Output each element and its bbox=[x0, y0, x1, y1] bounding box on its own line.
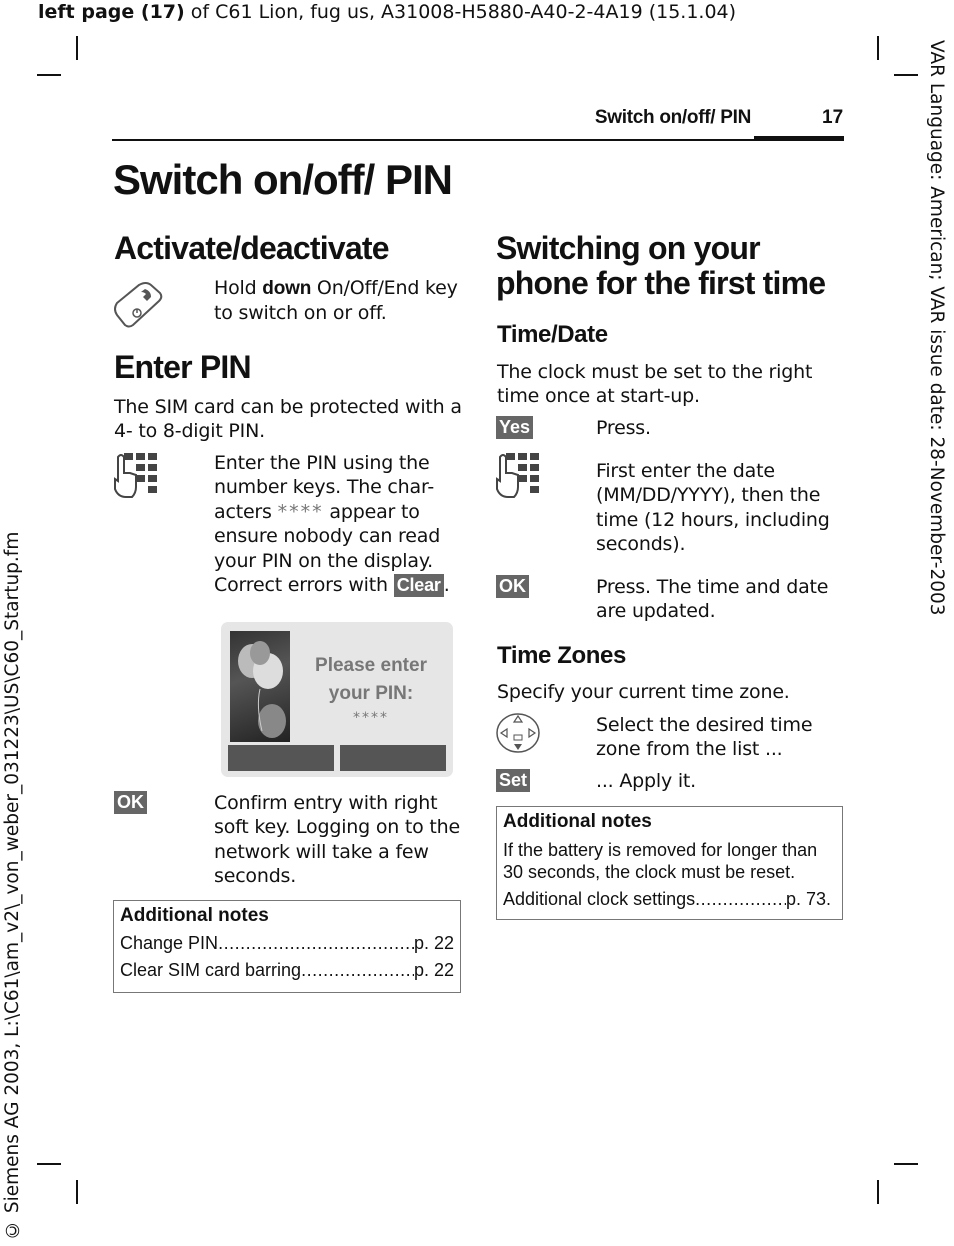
crop-mark bbox=[894, 74, 918, 76]
yes-key bbox=[496, 416, 533, 439]
keypad-text: First enter the date (MM/DD/YYYY), then the time (12 hours, including seconds). bbox=[596, 460, 830, 556]
clear-key-label: Clear bbox=[394, 574, 444, 597]
keypad-icon bbox=[496, 453, 540, 503]
additional-notes-left bbox=[113, 900, 461, 993]
additional-notes-right bbox=[496, 806, 843, 920]
step1-stars: **** bbox=[277, 500, 324, 523]
notes-heading: Additional notes bbox=[120, 905, 269, 926]
print-header-bold: left page (17) bbox=[38, 1, 185, 23]
screen-stars: **** bbox=[353, 710, 389, 726]
page-title: Switch on/off/ PIN bbox=[113, 156, 452, 203]
activate-text-pre: Hold bbox=[214, 277, 263, 299]
enter-pin-step1 bbox=[214, 451, 464, 597]
activate-text-bold: down bbox=[262, 278, 312, 299]
print-header bbox=[38, 1, 736, 23]
running-head: Switch on/off/ PIN bbox=[594, 107, 751, 128]
time-zones-heading: Time Zones bbox=[497, 642, 626, 669]
leader-dots bbox=[301, 960, 414, 981]
screen-prompt: Please enter your PIN: bbox=[315, 655, 427, 704]
crop-mark bbox=[37, 74, 61, 76]
ok-key-left bbox=[114, 791, 147, 814]
yes-key-label: Yes bbox=[496, 416, 533, 439]
navigation-key-icon bbox=[495, 712, 541, 758]
activate-text bbox=[214, 276, 464, 326]
notes-heading: Additional notes bbox=[503, 811, 652, 832]
crop-mark bbox=[877, 1180, 879, 1204]
time-date-heading: Time/Date bbox=[497, 321, 608, 348]
page-number: 17 bbox=[822, 107, 844, 128]
print-header-rest: of C61 Lion, fug us, A31008-H5880-A40-2-4A19 (15.1.04) bbox=[184, 1, 737, 23]
note-page: p. 22 bbox=[413, 960, 454, 980]
note-label: Clear SIM card barring bbox=[120, 960, 302, 980]
note-row bbox=[120, 933, 454, 954]
crop-mark bbox=[76, 36, 78, 60]
yes-text: Press. bbox=[596, 417, 651, 439]
header-rule bbox=[112, 139, 844, 141]
nav-text: Select the desired time zone from the list ... bbox=[596, 714, 813, 761]
ok-text: Press. The time and date are updated. bbox=[596, 576, 829, 623]
set-text: ... Apply it. bbox=[596, 770, 697, 792]
enter-pin-intro: The SIM card can be protected with a 4- to 8-digit PIN. bbox=[114, 396, 462, 443]
phone-display bbox=[221, 622, 453, 777]
crop-mark bbox=[76, 1180, 78, 1204]
ok-key-right bbox=[496, 575, 529, 598]
crop-mark bbox=[877, 36, 879, 60]
phone-key-icon bbox=[113, 281, 165, 333]
leader-dots bbox=[218, 933, 414, 954]
set-key bbox=[496, 769, 530, 792]
time-date-intro: The clock must be set to the right time once at start-up. bbox=[497, 361, 813, 408]
crop-mark bbox=[37, 1163, 61, 1165]
set-key-label: Set bbox=[496, 769, 530, 792]
time-zones-intro: Specify your current time zone. bbox=[497, 681, 790, 703]
activate-heading: Activate/deactivate bbox=[114, 230, 389, 266]
activate-text-post: On/Off/End key to switch on or off. bbox=[214, 277, 458, 325]
side-text-left: © Siemens AG 2003, L:\C61\am_v2\_von_weber_031223\US\C60_Startup.fm bbox=[2, 531, 23, 1240]
note-label: Change PIN bbox=[120, 933, 219, 953]
side-text-right: VAR Language: American; VAR issue date: 28-November-2003 bbox=[926, 40, 947, 616]
note-page: p. 22 bbox=[413, 933, 454, 953]
step1-text-pre: Enter the PIN using the number keys. The char-acters bbox=[214, 452, 434, 523]
note-row bbox=[120, 960, 454, 981]
first-time-heading: Switching on your phone for the first time bbox=[496, 230, 826, 301]
note-row bbox=[503, 889, 831, 910]
right-softkey-bar bbox=[340, 745, 446, 771]
crop-mark bbox=[894, 1163, 918, 1165]
enter-pin-step2: Confirm entry with right soft key. Logging on to the network will take a few seconds. bbox=[214, 792, 461, 888]
note-label: Additional clock settings bbox=[503, 889, 696, 909]
step1-text-mid: appear to ensure nobody can read your PIN on the display. Correct errors with bbox=[214, 500, 441, 597]
ok-key-label: OK bbox=[114, 791, 147, 814]
leader-dots bbox=[695, 889, 786, 910]
balloon-wallpaper-image bbox=[230, 631, 290, 742]
ok-key-label: OK bbox=[496, 575, 529, 598]
header-rule-accent bbox=[754, 136, 844, 141]
keypad-icon bbox=[114, 453, 158, 503]
step1-text-post: . bbox=[443, 574, 450, 597]
enter-pin-heading: Enter PIN bbox=[114, 349, 251, 385]
left-softkey-bar bbox=[228, 745, 334, 771]
notes-text: If the battery is removed for longer than 30 seconds, the clock must be reset. bbox=[503, 840, 818, 882]
note-page: p. 73. bbox=[785, 889, 831, 909]
